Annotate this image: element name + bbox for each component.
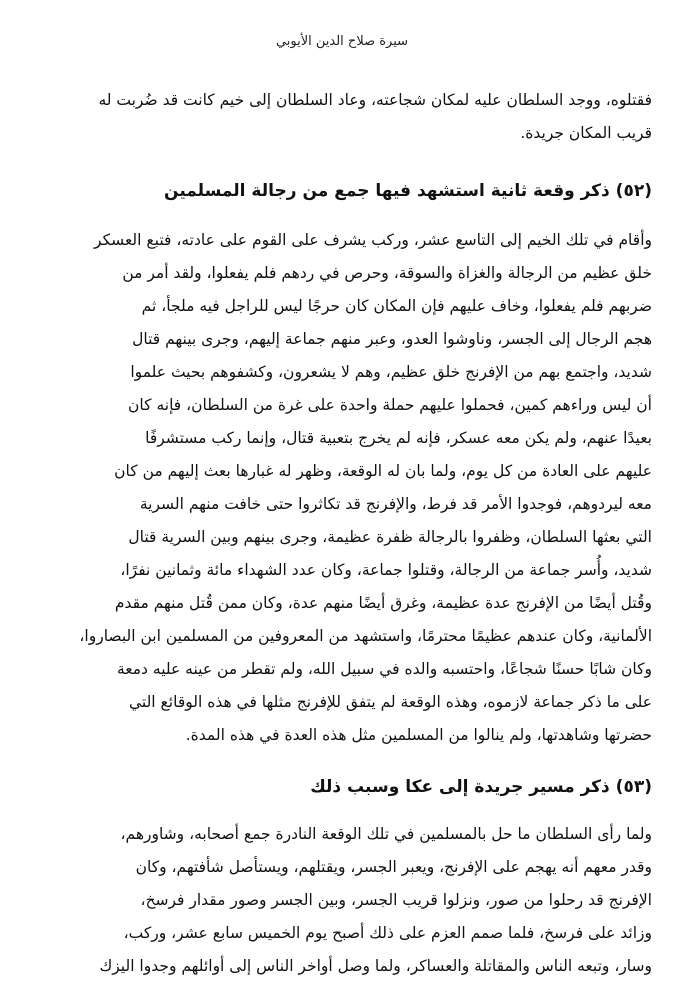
text-line: بعيدًا عنهم، ولم يكن معه عسكر، فإنه لم يخرج بتعبية قتال، وإنما ركب مستشرفًا xyxy=(145,429,652,447)
text-line: التي بعثها السلطان، وظفروا بالرجالة ظفرة عظيمة، وجرى بينهم وبين السرية قتال xyxy=(128,528,652,546)
text-line: على ما ذكر جماعة لازموه، وهذه الوقعة لم يتفق للإفرنج مثلها في هذه الوقائع التي xyxy=(128,693,652,711)
text-line: وقدر معهم أنه يهجم على الإفرنج، ويعبر الجسر، ويقتلهم، ويستأصل شأفتهم، وكان xyxy=(135,858,652,876)
text-line: معه ليردوهم، فوجدوا الأمر قد فرط، والإفرنج قد تكاثروا حتى خافت منهم السرية xyxy=(139,495,652,513)
text-line: وسار، وتبعه الناس والمقاتلة والعساكر، ولما وصل أواخر الناس إلى أوائلهم وجدوا اليزك xyxy=(99,957,652,975)
text-line: وأقام في تلك الخيم إلى التاسع عشر، وركب يشرف على القوم على عادته، فتبع العسكر xyxy=(94,231,652,249)
text-line: عليهم على العادة من كل يوم، ولما بان له الوقعة، وظهر له غبارها بعث إليهم من كان xyxy=(114,462,652,480)
text-line: وزائد على فرسخ، فلما صمم العزم على ذلك أصبح يوم الخميس سابع عشر، وركب، xyxy=(123,924,652,942)
text-line: شديد، واجتمع بهم من الإفرنج خلق عظيم، وهم لا يشعرون، وكشفوهم بحيث علموا xyxy=(130,363,652,381)
section-heading-52: (٥٢) ذكر وقعة ثانية استشهد فيها جمع من رجالة المسلمين xyxy=(164,181,652,201)
text-line: شديد، وأُسر جماعة من الرجالة، وقتلوا جماعة، وكان عدد الشهداء مائة وثمانين نفرًا، xyxy=(120,561,652,579)
text-line: أن ليس وراءهم كمين، فحملوا عليهم حملة واحدة على غرة من السلطان، فإنه كان xyxy=(128,396,652,414)
text-line: هجم الرجال إلى الجسر، وناوشوا العدو، وعبر منهم جماعة إليهم، وجرى بينهم قتال xyxy=(132,330,652,348)
text-line: قريب المكان جريدة. xyxy=(520,124,652,142)
text-line: الألمانية، وكان عندهم عظيمًا محترمًا، واستشهد من المعروفين من المسلمين ابن البصاروا، xyxy=(79,627,652,645)
text-line: وكان شابًا حسنًا شجاعًا، واحتسبه والده في سبيل الله، ولم تقطر من عينه عليه دمعة xyxy=(116,660,652,678)
text-line: ضربهم فلم يفعلوا، وخاف عليهم فإن المكان كان حرجًا ليس للراجل فيه ملجأ، ثم xyxy=(141,297,652,315)
intro-paragraph xyxy=(30,84,652,150)
text-line: فقتلوه، ووجد السلطان عليه لمكان شجاعته، وعاد السلطان إلى خيم كانت قد ضُربت له xyxy=(98,91,652,109)
section-heading-53: (٥٣) ذكر مسير جريدة إلى عكا وسبب ذلك xyxy=(310,777,652,797)
section-52-paragraph xyxy=(30,224,652,752)
text-line: ولما رأى السلطان ما حل بالمسلمين في تلك الوقعة النادرة جمع أصحابه، وشاورهم، xyxy=(120,825,652,843)
text-line: خلق عظيم من الرجالة والغزاة والسوقة، وحرص في ردهم فلم يفعلوا، ولقد أمر من xyxy=(122,264,652,282)
section-53-paragraph xyxy=(30,818,652,983)
running-header: سيرة صلاح الدين الأيوبي xyxy=(275,34,409,49)
text-line: الإفرنج قد رحلوا من صور، ونزلوا قريب الجسر، وبين الجسر وصور مقدار فرسخ، xyxy=(140,891,652,909)
text-line: وقُتل أيضًا من الإفرنج عدة عظيمة، وغرق أيضًا منهم عدة، وكان ممن قُتل منهم مقدم xyxy=(114,594,652,612)
text-line: حضرتها وشاهدتها، ولم ينالوا من المسلمين مثل هذه العدة في هذه المدة. xyxy=(185,726,652,744)
